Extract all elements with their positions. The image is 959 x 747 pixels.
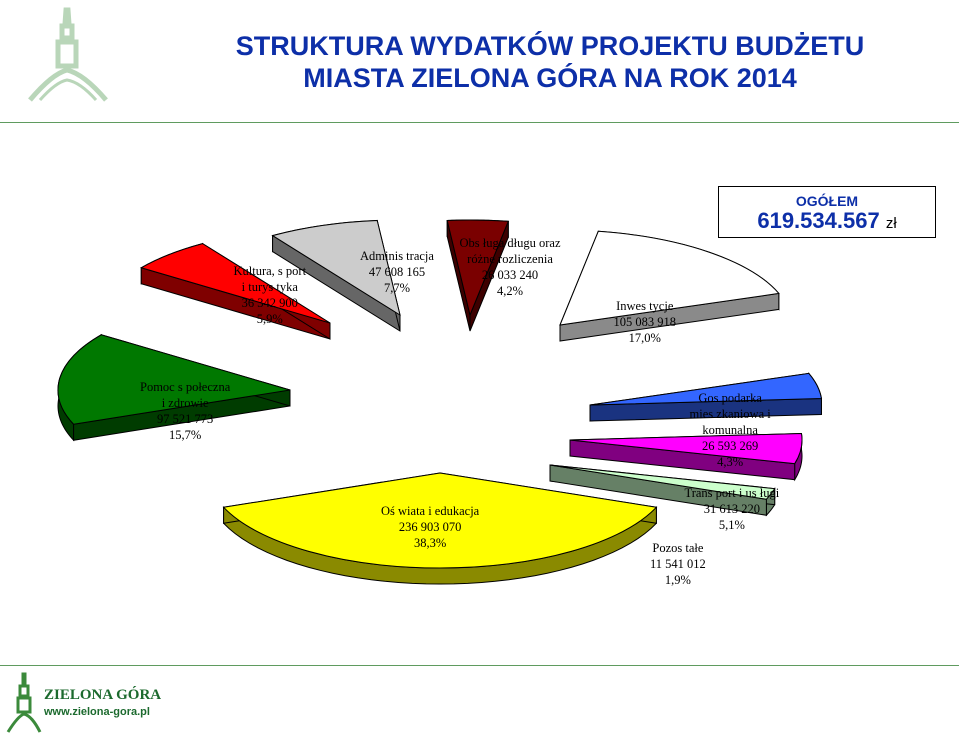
pie-label-line: 26 593 269 — [701, 439, 759, 453]
pie-slice-label — [140, 379, 230, 443]
footer-rule — [0, 665, 959, 666]
pie-label-line: Pomoc s połeczna — [140, 380, 231, 394]
pie-label-line: mies zkaniowa i — [689, 407, 771, 421]
pie-slice-label — [381, 503, 479, 551]
pie-label-line: Adminis tracja — [360, 249, 434, 263]
pie-slice-label — [234, 263, 307, 327]
pie-label-line: Pozos tałe — [652, 541, 704, 555]
pie-label-line: 47 608 165 — [368, 265, 426, 279]
pie-slice-label — [460, 235, 561, 299]
pie-label-line: 26 033 240 — [481, 268, 539, 282]
pie-label-line: 36 342 900 — [241, 296, 298, 310]
pie-label-line: 17,0% — [628, 331, 661, 345]
total-label: OGÓŁEM — [795, 193, 859, 209]
pie-label-line: Inwes tycje — [616, 299, 674, 313]
pie-slice-label — [360, 248, 434, 296]
total-amount: 619.534.567 — [757, 208, 880, 233]
pie-label-line: różne rozliczenia — [467, 252, 553, 266]
pie-slice-label — [685, 485, 780, 533]
city-logo-small-icon — [6, 670, 42, 734]
pie-label-line: Oś wiata i edukacja — [381, 504, 480, 518]
pie-label-line: 11 541 012 — [650, 557, 706, 571]
pie-label-line: i zdrowie — [161, 396, 209, 410]
pie-slice-label — [614, 298, 677, 346]
pie-label-line: Kultura, s port — [233, 264, 307, 278]
pie-label-line: 38,3% — [413, 536, 447, 550]
pie-label-line: 97 521 773 — [157, 412, 214, 426]
title-line-1: STRUKTURA WYDATKÓW PROJEKTU BUDŻETU — [235, 31, 865, 61]
pie-label-line: i turys tyka — [241, 280, 298, 294]
pie-label-line: komunalna — [702, 423, 758, 437]
pie-label-line: 31 613 220 — [703, 502, 760, 516]
logo-name: ZIELONA GÓRA — [44, 687, 162, 703]
pie-label-line: 236 903 070 — [398, 520, 462, 534]
pie-label-line: 5,9% — [256, 312, 283, 326]
title-line-2: MIASTA ZIELONA GÓRA NA ROK 2014 — [303, 63, 797, 93]
pie-label-line: Obs ługa długu oraz — [459, 236, 561, 250]
pie-label-line: 4,2% — [496, 284, 524, 298]
pie-slice-label — [690, 390, 771, 470]
pie-label-line: 7,7% — [383, 281, 410, 295]
pie-label-line: 4,3% — [717, 455, 744, 469]
pie-label-line: 15,7% — [168, 428, 202, 442]
pie-label-line: Trans port i us ługi — [684, 486, 780, 500]
pie-label-line: Gos podarka — [698, 391, 762, 405]
pie-label-line: 5,1% — [718, 518, 745, 532]
logo-url: www.zielona-gora.pl — [44, 706, 150, 718]
total-unit: zł — [885, 215, 897, 232]
pie-slice-label — [650, 540, 706, 588]
pie-label-line: 1,9% — [664, 573, 691, 587]
pie-label-line: 105 083 918 — [613, 315, 676, 329]
